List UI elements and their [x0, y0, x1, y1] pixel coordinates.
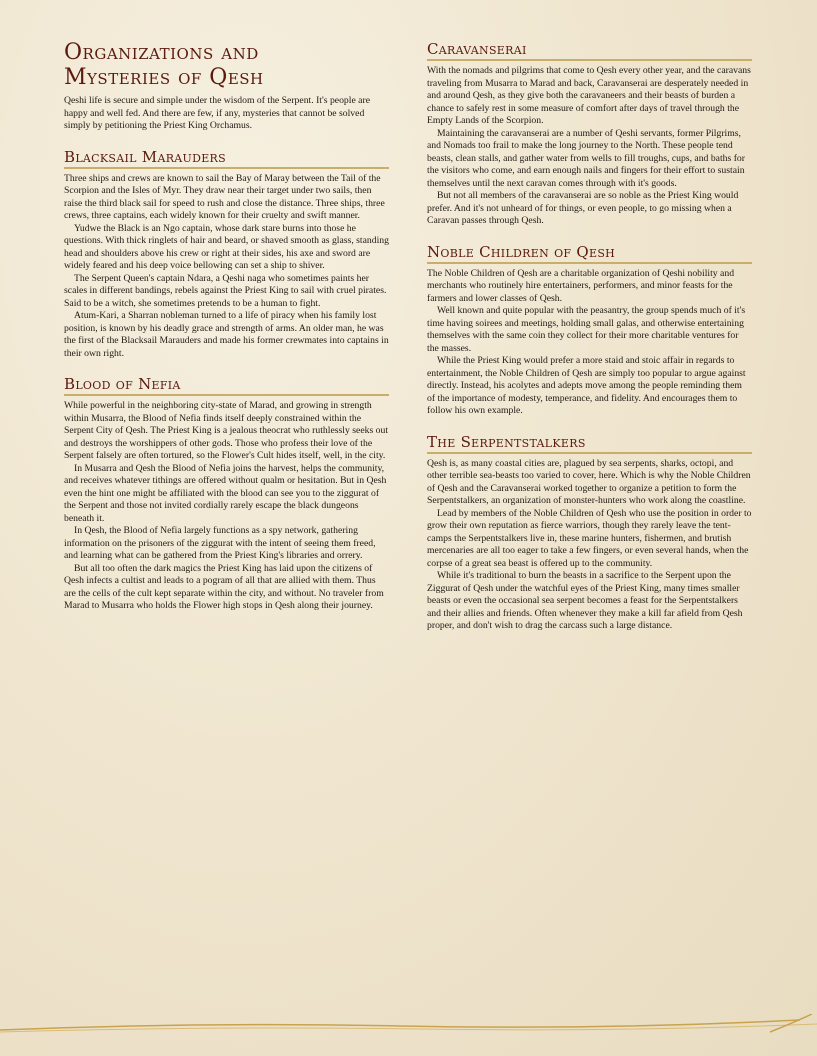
paragraph: Maintaining the caravanserai are a number of Qeshi servants, former Pilgrims, and Nomads too frail to make the long journey to the North. These people tend beasts, clean stalls, and gather water from wells to fill troughs, cups, and baths for the visitors who come, and earn enough nails and fingers for their effort to sustain themselves until the next caravan comes through with it's goods.	[427, 127, 745, 189]
paragraph: Well known and quite popular with the peasantry, the group spends much of it's time having soirees and meetings, holding small galas, and otherwise entertaining themselves with the same coin they collect for their more charitable ventures for the masses.	[427, 305, 746, 354]
paragraph: But not all members of the caravanserai are so noble as the Priest King would prefer. And it's not unheard of for things, or even people, to go missing when a Caravan passes through Qesh.	[427, 190, 739, 226]
title-line-2: Mysteries of Qesh	[64, 65, 264, 90]
section-heading-nefia: Blood of Nefia	[64, 375, 389, 396]
paragraph: Qesh is, as many coastal cities are, plagued by sea serpents, sharks, octopi, and other terrible sea-beasts too varied to cover, here. Which is why the Noble Children of Qesh and the Caravanserai worked together to organize a petition to form the Serpentstalkers, an organization of monster-hunters who work along the coastline.	[427, 457, 751, 506]
section-heading-serpentstalkers: The Serpentstalkers	[427, 433, 752, 454]
page-title	[64, 40, 389, 90]
paragraph: Lead by members of the Noble Children of Qesh who use the position in order to grow their own reputation as fierce warriors, though they rarely leave the tent-camps the Serpentstalkers live in, these marine hunters, fishermen, and brutish mercenaries are all too eager to take a few fingers, or even several hands, when the corpse of a great sea beast is offered up to the community.	[427, 507, 752, 569]
section-heading-blacksail: Blacksail Marauders	[64, 148, 389, 169]
section-heading-caravanserai: Caravanserai	[427, 40, 752, 61]
title-line-1: Organizations and	[64, 40, 259, 65]
intro-paragraph: Qeshi life is secure and simple under the wisdom of the Serpent. It's people are happy and well fed. And there are few, if any, mysteries that cannot be solved simply by petitioning the Priest King Orchamus.	[64, 95, 371, 131]
paragraph: The Serpent Queen's captain Ndara, a Qeshi naga who sometimes paints her scales in different bandings, rebels against the Priest King to sail with cruel pirates. Said to be a witch, she sometimes pretends to be a human to fight.	[64, 272, 387, 309]
footer-ornament	[0, 1014, 817, 1034]
right-column	[427, 40, 752, 633]
section-heading-noble-children: Noble Children of Qesh	[427, 243, 752, 264]
paragraph: In Qesh, the Blood of Nefia largely functions as a spy network, gathering information on the prisoners of the ziggurat with the intent of seeing them freed, and learning what can be gathered from the Priest King's libraries and orrery.	[64, 525, 376, 561]
left-column	[64, 40, 389, 613]
paragraph: Three ships and crews are known to sail the Bay of Maray between the Tail of the Scorpion and the Isles of Myr. They draw near their target under two sails, then raise the third black sail for speed to rush and close the distance. Three ships, three crews, three captains, each widely known for their cruelty and swift manner.	[64, 172, 385, 221]
paragraph: The Noble Children of Qesh are a charitable organization of Qeshi nobility and merchants who routinely hire entertainers, performers, and minor feasts for the farmers and lower classes of Qesh.	[427, 267, 735, 304]
paragraph: With the nomads and pilgrims that come to Qesh every other year, and the caravans traveling from Musarra to Marad and back, Caravanserai are desperately needed in and around Qesh, as they give both the caravaneers and their beasts of burden a chance to safely rest in some measure of comfort after days of travel through the Empty Lands of the Scorpion.	[427, 65, 751, 126]
paragraph: But all too often the dark magics the Priest King has laid upon the citizens of Qesh infects a cultist and leads to a pogram of all that are allied with them. Thus are the cells of the cult kept separate within the city, and without. No traveler from Marad to Musarra who holds the Flower high stops in Qesh along their journey.	[64, 562, 384, 611]
paragraph: While it's traditional to burn the beasts in a sacrifice to the Serpent upon the Ziggurat of Qesh under the watchful eyes of the Priest King, many times smaller beasts or even the occasional sea serpent becomes a feast for the Serpentstalkers and their allies and friends. Often whenever they make a kill far afield from Qesh proper, and don't wish to drag the carcass such a large distance.	[427, 570, 743, 631]
paragraph: In Musarra and Qesh the Blood of Nefia joins the harvest, helps the community, and receives whatever tithings are offered without qualm or hesitation. But in Qesh even the hint one might be affiliated with the blood can see you to the ziggurat of the Serpent and those not invited cordially rarely escape the black dungeons beneath it.	[64, 462, 387, 524]
paragraph: While the Priest King would prefer a more staid and stoic affair in regards to entertainment, the Noble Children of Qesh are simply too popular to argue against directly. Instead, his acolytes and adepts move among the people reminding them of the importance of modesty, temperance, and fidelity. And encourages them to follow his own example.	[427, 355, 746, 416]
paragraph: Yudwe the Black is an Ngo captain, whose dark stare burns into those he questions. With thick ringlets of hair and beard, or shaved smooth as glass, standing head and shoulders above his crew or right at their sides, his axe and sword are widely feared and his deep voice bellowing can set a ship to shiver.	[64, 222, 389, 271]
paragraph: While powerful in the neighboring city-state of Marad, and growing in strength within Musarra, the Blood of Nefia finds itself deeply constrained within the Serpent City of Qesh. The Priest King is a jealous theocrat who ruthlessly seeks out and destroys the worshippers of other gods. Those who profess their love of the Serpent falsely are often tortured, so the Flower's Cult hides itself, well, in the city.	[64, 400, 389, 461]
paragraph: Atum-Kari, a Sharran nobleman turned to a life of piracy when his family lost position, is known by his deadly grace and strength of arms. An older man, he was the first of the Blacksail Marauders and made his former crewmates into captains in their own right.	[64, 310, 389, 359]
